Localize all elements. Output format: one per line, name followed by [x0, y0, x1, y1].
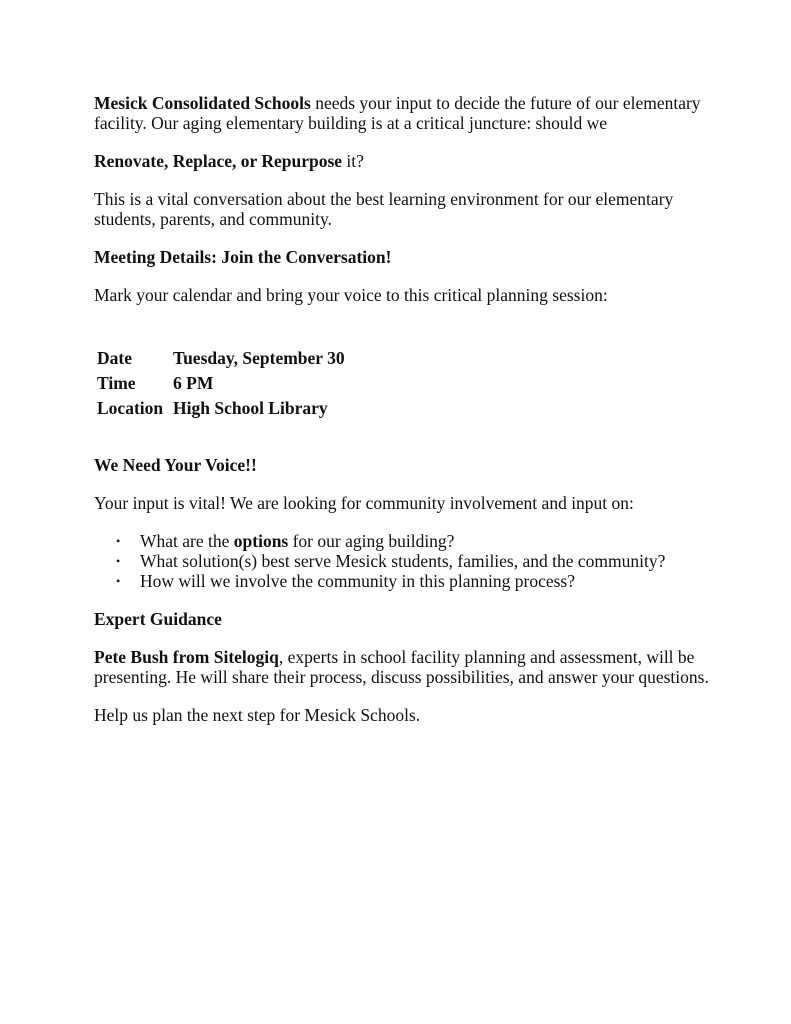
options-list: Renovate, Replace, or Repurpose: [94, 151, 343, 171]
intro-paragraph: [94, 93, 709, 133]
spacer: [94, 423, 709, 455]
item-text: for our aging building?: [288, 531, 455, 551]
voice-intro: Your input is vital! We are looking for community involvement and input on:: [94, 493, 634, 513]
detail-value: Tuesday, September 30: [173, 348, 345, 368]
expert-heading: Expert Guidance: [94, 609, 222, 629]
detail-value: 6 PM: [173, 373, 214, 393]
org-name: Mesick Consolidated Schools: [94, 93, 311, 113]
voice-heading: We Need Your Voice!!: [94, 455, 257, 475]
bullet-icon: •: [116, 534, 121, 548]
list-item: [116, 531, 709, 551]
item-bold-text: options: [233, 531, 289, 551]
detail-label: Location: [97, 398, 164, 418]
closing-paragraph: Help us plan the next step for Mesick Schools.: [94, 705, 421, 725]
options-question: [94, 151, 709, 171]
intro-text: needs your input to decide the future of our elementary facility. Our aging elementary building is at a critical juncture: should we: [94, 93, 701, 133]
item-text: What solution(s) best serve Mesick students, families, and the community?: [140, 551, 666, 571]
meeting-intro: Mark your calendar and bring your voice to this critical planning session:: [94, 285, 608, 305]
expert-paragraph: [94, 647, 709, 687]
detail-row-location: [95, 398, 345, 423]
options-suffix: it?: [342, 151, 364, 171]
detail-label: Time: [97, 373, 136, 393]
detail-label: Date: [97, 348, 132, 368]
expert-text: , experts in school facility planning and assessment, will be presenting. He will share their process, discuss possibilities, and answer your questions.: [94, 647, 709, 687]
questions-list: [94, 531, 709, 591]
bullet-icon: •: [116, 574, 121, 588]
presenter-name: Pete Bush from Sitelogiq: [94, 647, 279, 667]
list-item: [116, 551, 709, 571]
spacer: [94, 323, 709, 348]
item-text: How will we involve the community in this planning process?: [140, 571, 576, 591]
detail-row-date: [95, 348, 345, 373]
meeting-details-table: [95, 348, 345, 423]
bullet-icon: •: [116, 554, 121, 568]
meeting-heading: Meeting Details: Join the Conversation!: [94, 247, 392, 267]
detail-value: High School Library: [173, 398, 328, 418]
detail-row-time: [95, 373, 345, 398]
vital-paragraph: This is a vital conversation about the best learning environment for our elementary students, parents, and community.: [94, 189, 674, 229]
item-text: What are the: [140, 531, 234, 551]
list-item: [116, 571, 709, 591]
document-page: [94, 93, 709, 743]
